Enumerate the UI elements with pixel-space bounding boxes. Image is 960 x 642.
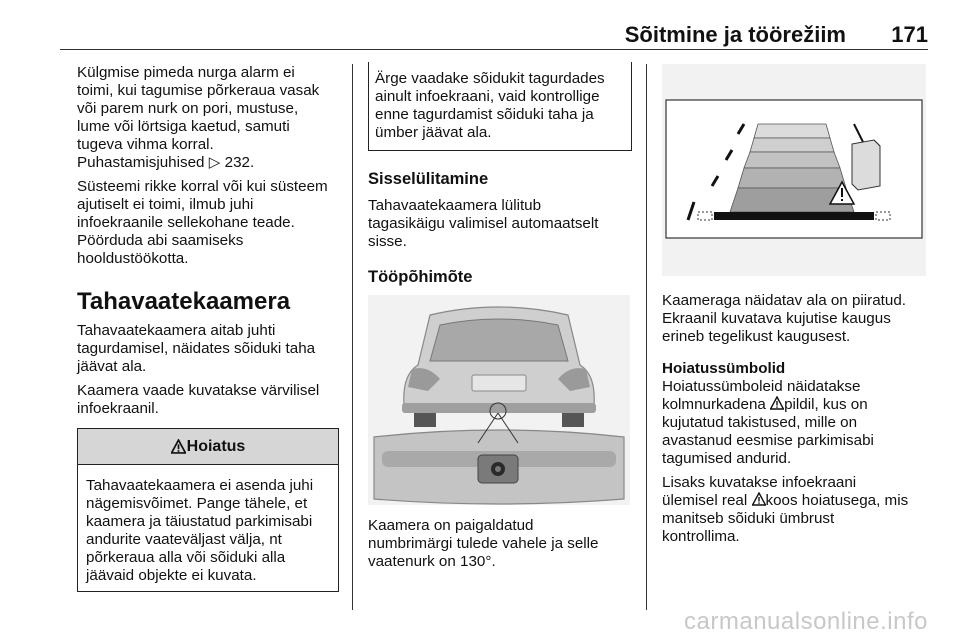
paragraph-activation: Tahavaatekaamera lülitub tagasikäigu valimisel automaatselt sisse. <box>368 197 599 250</box>
column-divider-1 <box>352 64 353 610</box>
paragraph-camera-intro: Tahavaatekaamera aitab juhti tagurdamisel, näidates sõiduki taha jäävat ala. <box>77 322 316 375</box>
paragraph-blind-spot: Külgmise pimeda nurga alarm ei toimi, kui tagumise põrkeraua vasak või parem nurk on pori, mustuse, lume või lörtsiga kaetud, samuti tugeva vihma korral. Puhastamisjuhised ▷ 232. <box>77 64 320 171</box>
warning-triangle-icon <box>752 492 766 506</box>
page-header <box>60 0 928 50</box>
section-heading-rear-camera: Tahavaatekaamera <box>77 288 291 315</box>
paragraph-limited-area: Kaameraga näidatav ala on piiratud. Ekraanil kuvatava kujutise kaugus erineb tegelikust kaugusest. <box>662 292 907 345</box>
warning-header <box>78 428 338 465</box>
camera-display-illustration <box>662 64 926 276</box>
warning-box-continued: Ärge vaadake sõidukit tagurdades ainult infoekraani, vaid kontrollige enne tagurdamist sõiduki taha ja ümber jäävat ala. <box>368 62 632 151</box>
warning-triangle-icon <box>770 396 784 410</box>
paragraph-warning-symbols: Hoiatussümboleid näidatakse kolmnurkadena pildil, kus on kujutatud takistused, mille on avastanud eesmise parkimisabi tagumised andurid. <box>662 378 874 467</box>
section-heading-activation: Sisselülitamine <box>368 170 489 188</box>
paragraph-camera-display: Kaamera vaade kuvatakse värvilisel infoekraanil. <box>77 382 320 417</box>
warning-triangle-icon <box>171 439 186 454</box>
paragraph-fault: Süsteemi rikke korral või kui süsteem ajutiselt ei toimi, ilmub juhi infoekraanile sellekohane teade. Pöörduda abi saamiseks hooldustöökotta. <box>77 178 328 267</box>
chapter-title: Sõitmine ja töörežiim <box>624 22 846 47</box>
warning-title: Hoiatus <box>186 437 246 455</box>
page-number: 171 <box>891 22 928 47</box>
page-ref-arrow-icon: ▷ <box>208 154 221 171</box>
warning-body: Tahavaatekaamera ei asenda juhi nägemisvõimet. Pange tähele, et kaamera ja täiustatud parkimisabi andurite vaateväljast välja, nt põrkeraua alla või sõiduki alla jäävaid objekte ei kuvata. <box>86 477 314 584</box>
section-heading-principle: Tööpõhimõte <box>368 268 473 286</box>
watermark: carmanualsonline.info <box>684 608 928 635</box>
car-rear-illustration <box>368 295 630 505</box>
paragraph-top-line-warning: Lisaks kuvatakse infoekraani ülemisel real koos hoiatusega, mis manitseb sõiduki ümbrust kontrollima. <box>662 474 909 545</box>
section-heading-warning-symbols: Hoiatussümbolid <box>662 360 786 377</box>
column-2 <box>368 64 633 577</box>
column-1 <box>77 64 342 592</box>
column-divider-2 <box>646 64 647 610</box>
paragraph-camera-location: Kaamera on paigaldatud numbrimärgi tulede vahele ja selle vaatenurk on 130°. <box>368 517 599 570</box>
column-3 <box>662 64 930 552</box>
page-ref-link[interactable]: 232. <box>224 154 255 171</box>
warning-box <box>77 428 339 592</box>
